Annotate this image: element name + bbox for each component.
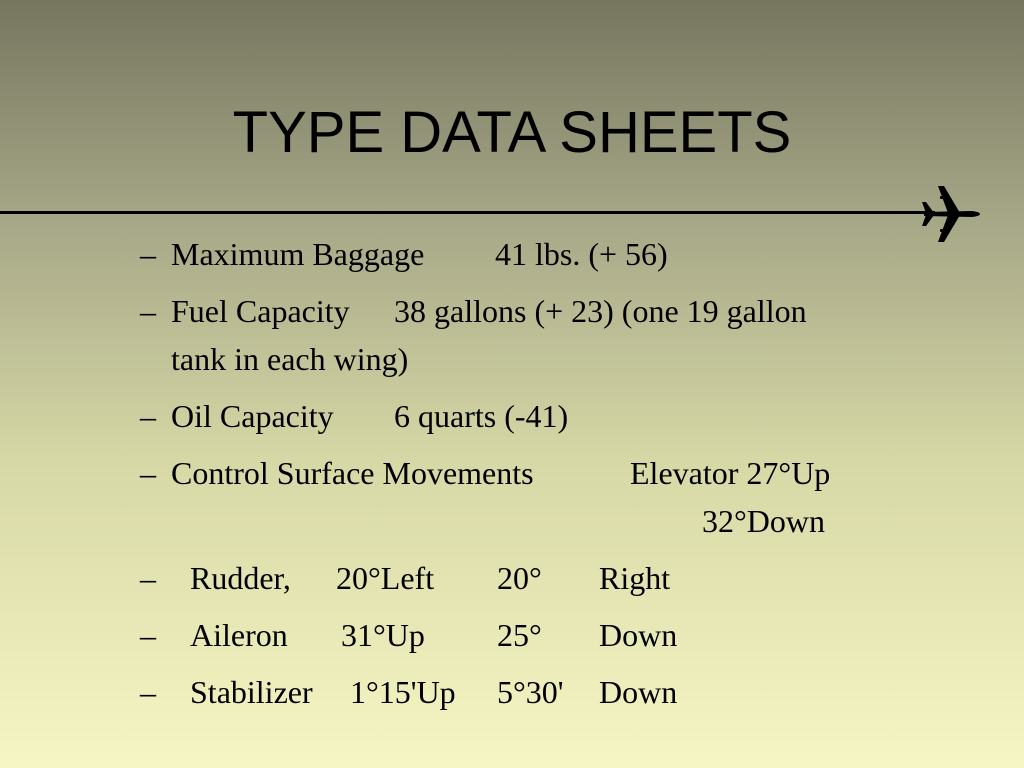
bullet-marker: – <box>140 560 156 596</box>
surface-second: 5°30' <box>497 674 564 710</box>
item-value: 41 lbs. (+ 56) <box>495 236 668 272</box>
bullet-marker: – <box>140 293 156 329</box>
airplane-icon <box>918 182 982 246</box>
surface-second: 20° <box>497 560 542 596</box>
bullet-marker: – <box>140 398 156 434</box>
bullet-marker: – <box>140 617 156 653</box>
item-continuation: 32°Down <box>702 503 826 539</box>
item-value: 6 quarts (-41) <box>394 398 569 434</box>
bullet-marker: – <box>140 236 156 272</box>
item-label: Control Surface Movements <box>171 455 534 491</box>
surface-first: 1°15'Up <box>350 674 456 710</box>
surface-direction: Down <box>599 674 678 710</box>
surface-name: Rudder, <box>190 560 291 596</box>
item-value: Elevator 27°Up <box>630 455 831 491</box>
slide-title: TYPE DATA SHEETS <box>232 100 792 165</box>
surface-first: 31°Up <box>341 617 425 653</box>
item-label: Fuel Capacity <box>171 293 350 329</box>
surface-first: 20°Left <box>336 560 435 596</box>
bullet-marker: – <box>140 674 156 710</box>
item-label: Oil Capacity <box>171 398 334 434</box>
surface-name: Aileron <box>190 617 288 653</box>
item-continuation: tank in each wing) <box>171 341 409 377</box>
surface-name: Stabilizer <box>190 674 313 710</box>
item-value: 38 gallons (+ 23) (one 19 gallon <box>394 293 807 329</box>
surface-direction: Right <box>599 560 671 596</box>
item-label: Maximum Baggage <box>171 236 425 272</box>
title-rule <box>0 211 935 214</box>
bullet-marker: – <box>140 455 156 491</box>
surface-second: 25° <box>497 617 542 653</box>
surface-direction: Down <box>599 617 678 653</box>
